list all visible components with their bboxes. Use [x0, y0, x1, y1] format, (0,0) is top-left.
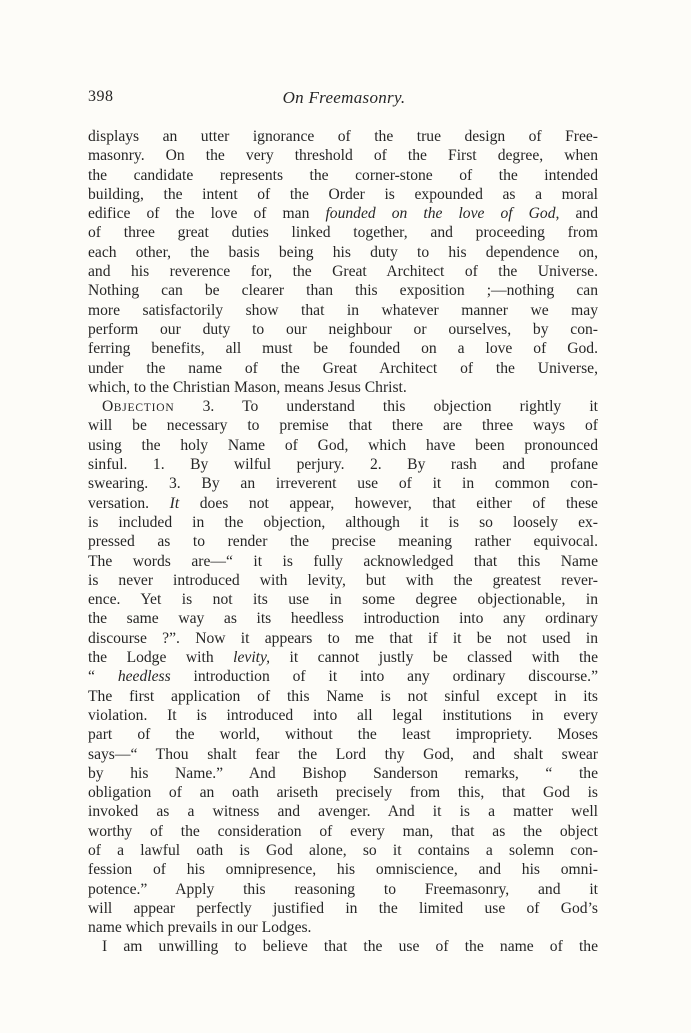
- text-line: Nothing can be clearer than this exposition ;—nothing can: [88, 282, 598, 300]
- text-line: says—“ Thou shalt fear the Lord thy God, and shalt swear: [88, 745, 598, 763]
- text-line: by his Name.” And Bishop Sanderson remarks, “ the: [88, 764, 598, 782]
- text-line: under the name of the Great Architect of the Universe,: [88, 359, 598, 377]
- text-line: potence.” Apply this reasoning to Freemasonry, and it: [88, 880, 598, 898]
- text-run: edifice of the love of man: [88, 205, 326, 223]
- paragraph-end-line: which, to the Christian Mason, means Jesus Christ.: [88, 378, 407, 396]
- text-line: [88, 204, 598, 223]
- body-text: [88, 127, 598, 957]
- text-run: 3. To understand this objection rightly it: [174, 398, 598, 416]
- text-line: discourse ?”. Now it appears to me that if it be not used in: [88, 629, 598, 647]
- text-line: of a lawful oath is God alone, so it contains a solemn con-: [88, 841, 598, 859]
- text-line: and his reverence for, the Great Architect of the Universe.: [88, 263, 598, 281]
- text-line: is never introduced with levity, but with the greatest rever-: [88, 571, 598, 589]
- text-line: The words are—“ it is fully acknowledged that this Name: [88, 552, 598, 570]
- text-run: the Lodge with: [88, 649, 234, 667]
- text-line: ferring benefits, all must be founded on a love of God.: [88, 340, 598, 358]
- text-line: [88, 648, 598, 667]
- text-line: masonry. On the very threshold of the First degree, when: [88, 147, 598, 165]
- text-run: versation.: [88, 494, 170, 512]
- text-line: building, the intent of the Order is expounded as a moral: [88, 185, 598, 203]
- running-head: [88, 88, 600, 112]
- text-line: part of the world, without the least impropriety. Moses: [88, 726, 598, 744]
- text-line: I am unwilling to believe that the use of the name of the: [102, 938, 598, 956]
- text-line: violation. It is introduced into all legal institutions in every: [88, 706, 598, 724]
- text-line: more satisfactorily show that in whatever manner we may: [88, 301, 598, 319]
- text-line: displays an utter ignorance of the true design of Free-: [88, 128, 598, 145]
- text-line: sinful. 1. By wilful perjury. 2. By rash and profane: [88, 456, 598, 474]
- text-line: obligation of an oath ariseth precisely from this, that God is: [88, 784, 598, 802]
- text-line: pressed as to render the precise meaning rather equivocal.: [88, 533, 598, 551]
- text-run: introduction of it into any ordinary discourse.”: [170, 668, 598, 686]
- objection-heading: [102, 398, 174, 415]
- running-title: On Freemasonry.: [282, 88, 406, 107]
- text-line: ence. Yet is not its use in some degree objectionable, in: [88, 591, 598, 609]
- text-line: will appear perfectly justified in the limited use of God’s: [88, 899, 598, 917]
- heading-initial: O: [102, 398, 114, 416]
- italic-phrase: founded on the love of God,: [325, 205, 560, 223]
- italic-word: levity,: [233, 649, 270, 667]
- text-line: the same way as its heedless introduction into any ordinary: [88, 610, 598, 628]
- text-run: does not appear, however, that either of these: [179, 494, 598, 512]
- objection-heading-line: [88, 397, 598, 416]
- text-line: fession of his omnipresence, his omniscience, and his omni-: [88, 861, 598, 879]
- text-line: The first application of this Name is not sinful except in its: [88, 687, 598, 705]
- text-line: [88, 667, 598, 686]
- italic-word: heedless: [117, 668, 171, 686]
- text-line: will be necessary to premise that there are three ways of: [88, 417, 598, 435]
- text-line: of three great duties linked together, and proceeding from: [88, 224, 598, 242]
- text-line: the candidate represents the corner-stone of the intended: [88, 166, 598, 184]
- text-line: [88, 494, 598, 513]
- text-run: and: [559, 205, 598, 223]
- text-line: worthy of the consideration of every man, that as the object: [88, 822, 598, 840]
- text-line: perform our duty to our neighbour or ourselves, by con-: [88, 320, 598, 338]
- text-line: is included in the objection, although it is so loosely ex-: [88, 513, 598, 531]
- heading-small-caps: BJECTION: [113, 402, 175, 415]
- text-line: swearing. 3. By an irreverent use of it in common con-: [88, 475, 598, 493]
- page-number: 398: [88, 88, 114, 105]
- italic-word: It: [169, 494, 180, 512]
- text-line: using the holy Name of God, which have been pronounced: [88, 436, 598, 454]
- text-line: invoked as a witness and avenger. And it is a matter well: [88, 803, 598, 821]
- text-line: each other, the basis being his duty to his dependence on,: [88, 243, 598, 261]
- paragraph-end-line: name which prevails in our Lodges.: [88, 919, 312, 937]
- text-run: “: [88, 668, 118, 686]
- text-run: it cannot justly be classed with the: [269, 649, 598, 667]
